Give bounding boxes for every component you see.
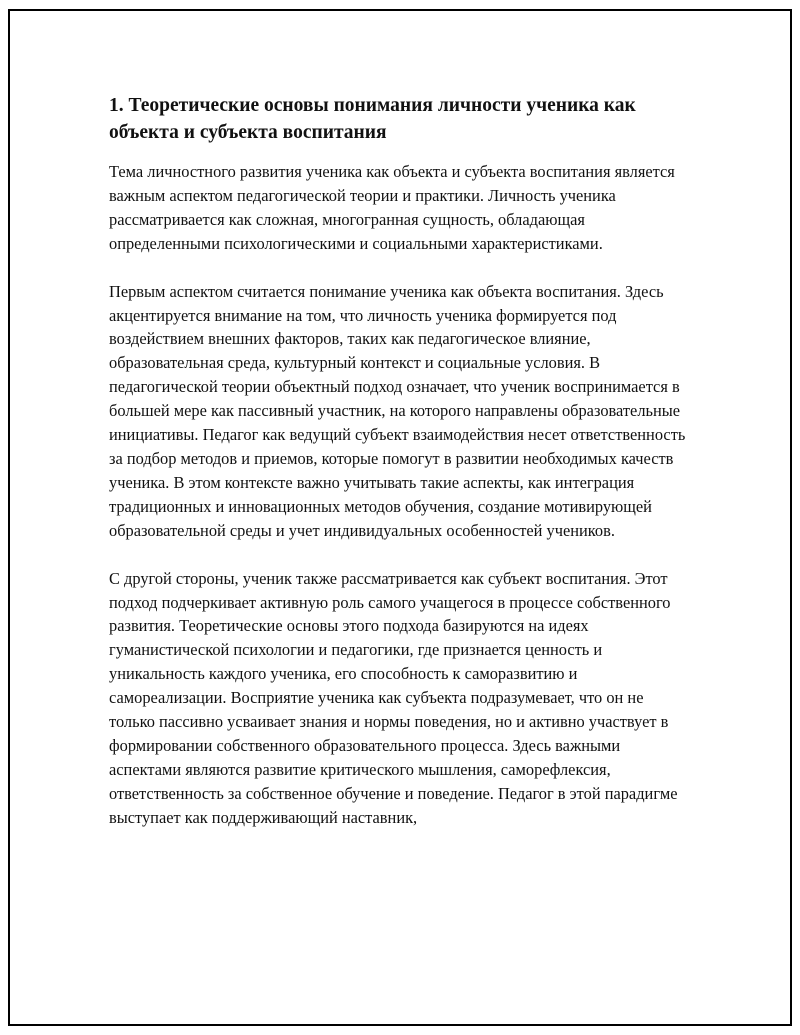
- paragraph-subject-approach: С другой стороны, ученик также рассматривается как субъект воспитания. Этот подход подчеркивает активную роль самого учащегося в процессе собственного развития. Теоретические основы этого подхода базируются на идеях гуманистической психологии и педагогики, где признается ценность и уникальность каждого ученика, его способность к саморазвитию и самореализации. Восприятие ученика как субъекта подразумевает, что он не только пассивно усваивает знания и нормы поведения, но и активно участвует в формировании собственного образовательного процесса. Здесь важными аспектами являются развитие критического мышления, саморефлексия, ответственность за собственное обучение и поведение. Педагог в этой парадигме выступает как поддерживающий наставник,: [109, 568, 678, 827]
- document-body: [109, 92, 689, 854]
- paragraph-object-approach: Первым аспектом считается понимание ученика как объекта воспитания. Здесь акцентируется внимание на том, что личность ученика формируется под воздействием внешних факторов, таких как педагогическое влияние, образовательная среда, культурный контекст и социальные условия. В педагогической теории объектный подход означает, что ученик воспринимается в большей мере как пассивный участник, на которого направлены образовательные инициативы. Педагог как ведущий субъект взаимодействия несет ответственность за подбор методов и приемов, которые помогут в развитии необходимых качеств ученика. В этом контексте важно учитывать такие аспекты, как интеграция традиционных и инновационных методов обучения, создание мотивирующей образовательной среды и учет индивидуальных особенностей учеников.: [109, 281, 686, 540]
- section-heading: 1. Теоретические основы понимания личности ученика как объекта и субъекта воспитания: [109, 95, 636, 143]
- paragraph-intro: Тема личностного развития ученика как объекта и субъекта воспитания является важным аспектом педагогической теории и практики. Личность ученика рассматривается как сложная, многогранная сущность, обладающая определенными психологическими и социальными характеристиками.: [109, 162, 675, 253]
